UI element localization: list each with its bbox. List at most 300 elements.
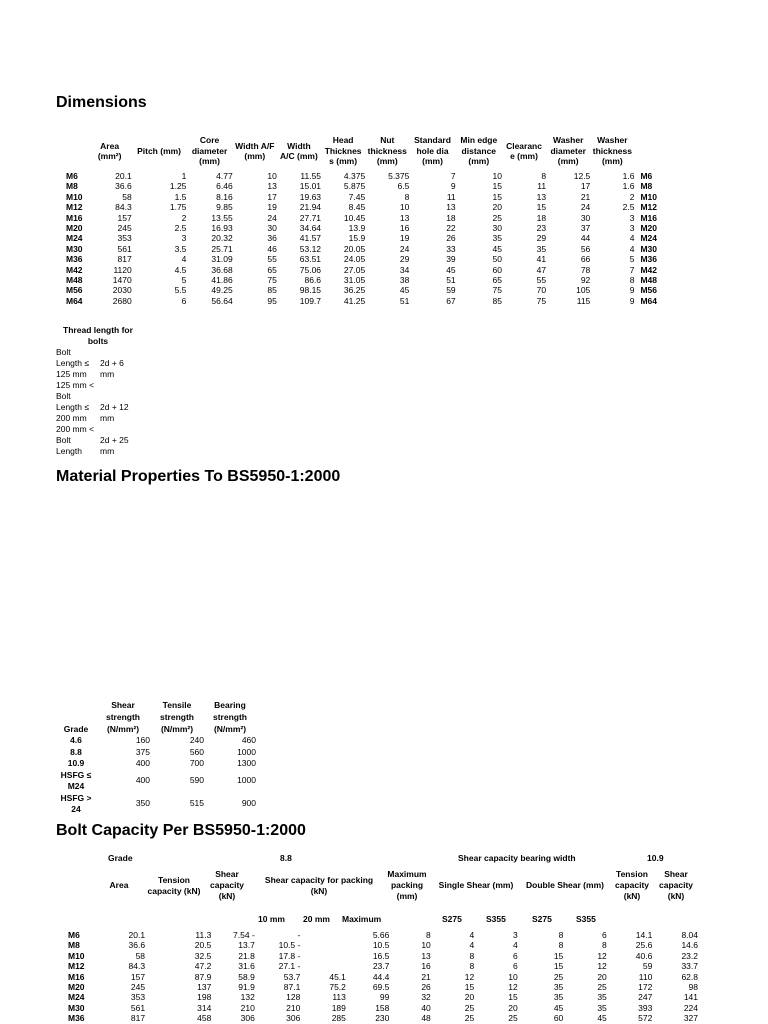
dim-cell: 11 bbox=[537, 181, 547, 192]
cap-cell: 87.1 bbox=[283, 982, 301, 993]
cap-cell: 4 bbox=[469, 930, 475, 940]
cap-cell: 84.3 bbox=[128, 961, 146, 972]
dim-cell: 4.5 bbox=[174, 264, 187, 275]
cap-cell: 8 bbox=[558, 930, 564, 940]
mat-row bbox=[56, 747, 256, 759]
dim-cell: 2.5 bbox=[174, 223, 187, 234]
dim-cell: 22 bbox=[446, 223, 456, 234]
dim-cell: 12.5 bbox=[573, 171, 591, 181]
dim-cell: 13 bbox=[267, 181, 277, 192]
dim-cell: 4 bbox=[629, 243, 635, 254]
bolt-size-label: M64 bbox=[640, 295, 657, 306]
cap-row bbox=[56, 982, 698, 992]
dimensions-table bbox=[56, 131, 664, 306]
dim-cell: 15 bbox=[492, 181, 502, 192]
dim-cell: 38 bbox=[399, 275, 410, 286]
dim-cell: 29 bbox=[399, 254, 410, 265]
cap-cell: 45 bbox=[597, 1013, 607, 1024]
dim-cell: 5.875 bbox=[343, 181, 366, 192]
dim-cell: 51 bbox=[446, 275, 456, 286]
bolt-size-label: M36 bbox=[68, 1013, 85, 1024]
cap-grade-88: 8.8 bbox=[280, 853, 292, 863]
dim-cell: 109.7 bbox=[299, 295, 322, 306]
dim-cell: 35 bbox=[492, 233, 502, 244]
cap-cell: 23.7 bbox=[372, 961, 390, 972]
dim-cell: 55 bbox=[267, 254, 277, 265]
cap-cell: 11.3 bbox=[195, 930, 212, 940]
dim-cell: 3.5 bbox=[174, 243, 187, 254]
cap-h-shear109: Shear capacity (kN) bbox=[658, 869, 694, 901]
cap-cell: 35 bbox=[597, 992, 607, 1003]
dim-row bbox=[56, 265, 664, 275]
cap-cell: 25 bbox=[553, 971, 564, 982]
dim-cell: 33 bbox=[446, 243, 456, 254]
dim-cell: 21 bbox=[580, 191, 591, 202]
dim-cell: 45 bbox=[446, 264, 456, 275]
dim-cell: 13.9 bbox=[348, 223, 366, 234]
cap-cell: 458 bbox=[197, 1013, 212, 1024]
thread-line bbox=[56, 413, 129, 424]
cap-cell: 20.1 bbox=[128, 930, 146, 940]
cap-cell: 12 bbox=[597, 961, 607, 972]
cap-cell: 32 bbox=[421, 992, 431, 1003]
dim-row bbox=[56, 285, 664, 295]
grade-label: 4.6 bbox=[70, 735, 82, 745]
cap-cell: 7.54 - bbox=[233, 930, 255, 940]
dim-cell: 15.9 bbox=[348, 233, 366, 244]
dim-cell: 75.06 bbox=[299, 264, 322, 275]
cap-cell: 5.66 bbox=[372, 930, 390, 940]
dim-cell: 47 bbox=[536, 264, 547, 275]
dim-cell: 45 bbox=[399, 285, 410, 296]
dim-cell: 78 bbox=[580, 264, 591, 275]
dim-cell: 8.45 bbox=[348, 202, 366, 213]
dim-cell: 46 bbox=[267, 243, 277, 254]
dim-cell: 17 bbox=[267, 191, 277, 202]
mat-cell: 240 bbox=[189, 735, 204, 745]
cap-cell: 4 bbox=[469, 940, 475, 951]
cap-cell: 6 bbox=[513, 961, 518, 972]
dim-cell: 115 bbox=[576, 295, 591, 306]
dim-header-cell: Washer thickness (mm) bbox=[592, 135, 632, 167]
cap-sub-20mm: 20 mm bbox=[303, 914, 330, 924]
dim-cell: 26 bbox=[446, 233, 456, 244]
mat-cell: 375 bbox=[135, 746, 150, 757]
cap-cell: 59 bbox=[642, 961, 653, 972]
cap-cell: 33.7 bbox=[681, 961, 698, 972]
dim-cell: 5.375 bbox=[388, 171, 410, 181]
dim-cell: 50 bbox=[492, 254, 502, 265]
dim-cell: 5 bbox=[629, 254, 635, 265]
bolt-size-label: M20 bbox=[640, 223, 657, 234]
thread-line-label: 125 mm bbox=[56, 369, 87, 379]
cap-sub-10mm: 10 mm bbox=[258, 914, 285, 924]
grade-label: HSFG > 24 bbox=[60, 792, 92, 814]
cap-cell: 99 bbox=[379, 992, 390, 1003]
cap-cell: 247 bbox=[638, 992, 653, 1003]
mat-cell: 350 bbox=[135, 798, 150, 809]
bolt-size-label: M6 bbox=[66, 171, 78, 181]
mat-row bbox=[56, 770, 256, 793]
bolt-size-label: M12 bbox=[68, 961, 85, 972]
dim-cell: 35 bbox=[536, 243, 547, 254]
bolt-size-label: M48 bbox=[640, 275, 657, 286]
dim-cell: 53.12 bbox=[299, 243, 322, 254]
cap-row bbox=[56, 940, 698, 950]
cap-sub-s275-double: S275 bbox=[532, 914, 552, 924]
dim-cell: 5 bbox=[181, 275, 187, 286]
cap-cell: 12 bbox=[508, 982, 518, 993]
cap-cell: 110 bbox=[638, 971, 653, 982]
dim-row bbox=[56, 192, 664, 202]
bolt-size-label: M56 bbox=[66, 285, 83, 296]
mat-header-cell: Shear strength (N/mm²) bbox=[106, 700, 140, 734]
dim-cell: 95 bbox=[267, 295, 277, 306]
cap-cell: 25 bbox=[597, 982, 607, 993]
cap-row bbox=[56, 1013, 698, 1023]
dim-cell: 1470 bbox=[112, 275, 132, 286]
cap-cell: 25 bbox=[464, 1002, 475, 1013]
mat-header-cell: Tensile strength (N/mm²) bbox=[160, 700, 194, 734]
dim-cell: 10 bbox=[492, 171, 502, 181]
cap-cell: 230 bbox=[375, 1013, 390, 1024]
cap-cell: 47.2 bbox=[194, 961, 212, 972]
mat-cell: 560 bbox=[189, 746, 204, 757]
dim-cell: 44 bbox=[580, 233, 591, 244]
thread-line-value: 2d + 6 bbox=[100, 358, 124, 368]
cap-cell: 158 bbox=[375, 1002, 390, 1013]
cap-sub-s275-single: S275 bbox=[442, 914, 462, 924]
dim-cell: 39 bbox=[446, 254, 456, 265]
dim-cell: 2 bbox=[629, 191, 635, 202]
dim-row bbox=[56, 223, 664, 233]
cap-cell: 15 bbox=[553, 961, 564, 972]
dim-cell: 36.6 bbox=[115, 181, 132, 192]
bolt-size-label: M10 bbox=[68, 950, 85, 961]
dim-cell: 8.16 bbox=[216, 191, 233, 202]
dim-row bbox=[56, 244, 664, 254]
dim-cell: 75 bbox=[492, 285, 502, 296]
cap-cell: 75.2 bbox=[329, 982, 346, 993]
thread-length-title: Thread length for bolts bbox=[63, 325, 133, 346]
cap-cell: 20.5 bbox=[194, 940, 212, 951]
dim-cell: 157 bbox=[117, 212, 132, 223]
dim-cell: 92 bbox=[580, 275, 591, 286]
dim-cell: 9 bbox=[450, 181, 456, 192]
dim-cell: 2030 bbox=[112, 285, 132, 296]
dim-cell: 13 bbox=[446, 202, 456, 213]
dim-cell: 1 bbox=[181, 171, 187, 181]
dim-cell: 34.64 bbox=[299, 223, 322, 234]
thread-line-label: Bolt bbox=[56, 347, 71, 357]
thread-line-value: mm bbox=[100, 413, 115, 423]
bolt-size-label: M36 bbox=[66, 254, 83, 265]
cap-cell: 10.5 bbox=[372, 940, 390, 951]
mat-cell: 460 bbox=[241, 735, 256, 745]
bolt-size-label: M8 bbox=[66, 181, 78, 192]
dim-header-cell: Core diameter (mm) bbox=[191, 135, 228, 167]
cap-sub-s355-double: S355 bbox=[576, 914, 596, 924]
dim-cell: 245 bbox=[117, 223, 132, 234]
cap-cell: 91.9 bbox=[238, 982, 255, 993]
dim-cell: 29 bbox=[536, 233, 547, 244]
thread-line-label: 200 mm < bbox=[56, 424, 95, 434]
material-table bbox=[56, 699, 256, 816]
cap-h-double: Double Shear (mm) bbox=[526, 880, 604, 890]
cap-cell bbox=[300, 930, 346, 940]
bolt-size-label: M6 bbox=[68, 930, 80, 940]
thread-line-label: Bolt bbox=[56, 391, 71, 401]
cap-cell: 8 bbox=[602, 940, 607, 951]
cap-cell: 12 bbox=[597, 950, 607, 961]
dim-header-cell: Pitch (mm) bbox=[137, 145, 182, 156]
dim-cell: 2680 bbox=[112, 295, 132, 306]
dim-cell: 21.94 bbox=[299, 202, 322, 213]
bolt-size-label: M30 bbox=[640, 243, 657, 254]
mat-cell: 400 bbox=[135, 758, 150, 768]
dim-header-cell: Width A/F (mm) bbox=[235, 140, 275, 161]
bolt-size-label: M12 bbox=[66, 202, 83, 213]
cap-cell: 393 bbox=[638, 1002, 653, 1013]
cap-cell: 21.8 bbox=[238, 950, 255, 961]
dim-cell: 63.51 bbox=[299, 254, 322, 265]
cap-bearing-title: Shear capacity bearing width bbox=[458, 853, 576, 863]
capacity-heading: Bolt Capacity Per BS5950-1:2000 bbox=[56, 822, 306, 839]
cap-cell: 132 bbox=[240, 992, 255, 1003]
mat-cell: 515 bbox=[189, 798, 204, 809]
dim-row bbox=[56, 275, 664, 285]
dim-cell: 31.09 bbox=[211, 254, 233, 265]
dim-cell: 41.86 bbox=[211, 275, 233, 286]
mat-header-cell: Grade bbox=[63, 724, 89, 734]
mat-row bbox=[56, 735, 256, 747]
cap-cell: 15 bbox=[553, 950, 564, 961]
cap-cell: 572 bbox=[638, 1013, 653, 1024]
cap-cell: 44.4 bbox=[372, 971, 390, 982]
cap-cell: 6 bbox=[602, 930, 607, 940]
cap-cell: 189 bbox=[331, 1002, 346, 1013]
cap-cell: 3 bbox=[513, 930, 518, 940]
dim-cell: 2 bbox=[181, 212, 187, 223]
cap-cell: 40 bbox=[421, 1002, 431, 1013]
cap-cell: 48 bbox=[421, 1013, 431, 1024]
cap-cell: 25 bbox=[508, 1013, 518, 1024]
cap-cell: 6 bbox=[513, 950, 518, 961]
mat-cell: 1000 bbox=[237, 746, 256, 757]
mat-cell: 400 bbox=[135, 775, 150, 786]
dim-cell: 1.6 bbox=[622, 181, 635, 192]
cap-cell: 12 bbox=[464, 971, 475, 982]
bolt-size-label: M8 bbox=[68, 940, 80, 951]
cap-cell: 17.8 - bbox=[278, 950, 301, 961]
cap-cell: 198 bbox=[197, 992, 212, 1003]
bolt-size-label: M12 bbox=[640, 202, 657, 213]
cap-cell bbox=[300, 951, 346, 961]
dim-cell: 15 bbox=[492, 191, 502, 202]
bolt-size-label: M24 bbox=[640, 233, 657, 244]
cap-cell: 62.8 bbox=[681, 971, 698, 982]
mat-cell: 160 bbox=[135, 735, 150, 745]
mat-cell: 590 bbox=[189, 775, 204, 786]
thread-length-notes bbox=[56, 347, 129, 457]
dim-cell: 41.57 bbox=[299, 233, 322, 244]
cap-cell: 53.7 bbox=[283, 971, 301, 982]
cap-cell: 16.5 bbox=[372, 950, 390, 961]
dim-row bbox=[56, 254, 664, 264]
dim-cell: 11 bbox=[446, 191, 456, 202]
cap-cell: 35 bbox=[553, 992, 564, 1003]
cap-cell: 10.5 - bbox=[278, 940, 301, 951]
cap-cell: 306 bbox=[240, 1013, 255, 1024]
dim-cell: 55 bbox=[536, 275, 547, 286]
dim-cell: 6.46 bbox=[216, 181, 233, 192]
grade-label: 8.8 bbox=[70, 746, 82, 757]
dim-cell: 13 bbox=[536, 191, 547, 202]
dim-row bbox=[56, 233, 664, 243]
thread-line bbox=[56, 391, 129, 402]
cap-cell: 15 bbox=[508, 992, 518, 1003]
cap-cell: 35 bbox=[597, 1002, 607, 1013]
thread-line-label: Length bbox=[56, 446, 82, 456]
cap-h-shear: Shear capacity (kN) bbox=[209, 869, 245, 901]
bolt-size-label: M24 bbox=[66, 233, 83, 244]
cap-cell: 16 bbox=[421, 961, 431, 972]
cap-cell: 98 bbox=[688, 982, 698, 993]
dim-cell: 5.5 bbox=[174, 285, 187, 296]
dim-cell: 6.5 bbox=[397, 181, 410, 192]
dim-cell: 3 bbox=[629, 212, 635, 223]
dim-cell: 8 bbox=[541, 171, 547, 181]
thread-line-label: Length ≤ bbox=[56, 402, 90, 412]
dim-row bbox=[56, 171, 664, 181]
cap-cell: 14.6 bbox=[681, 940, 698, 951]
thread-line bbox=[56, 347, 129, 358]
cap-row bbox=[56, 1003, 698, 1013]
dim-cell: 24 bbox=[267, 212, 277, 223]
dim-cell: 20.32 bbox=[211, 233, 233, 244]
cap-cell: 327 bbox=[683, 1013, 698, 1024]
cap-sub-maximum: Maximum bbox=[342, 914, 382, 924]
dim-cell: 1.75 bbox=[169, 202, 187, 213]
cap-cell: 141 bbox=[683, 992, 698, 1003]
dim-cell: 2.5 bbox=[622, 202, 635, 213]
cap-cell: 58.9 bbox=[238, 971, 255, 982]
cap-cell: 224 bbox=[683, 1002, 698, 1013]
bolt-size-label: M48 bbox=[66, 275, 83, 286]
dim-cell: 6 bbox=[181, 295, 187, 306]
dim-cell: 65 bbox=[267, 264, 277, 275]
bolt-size-label: M20 bbox=[66, 223, 83, 234]
cap-cell: 21 bbox=[421, 971, 431, 982]
dim-cell: 19 bbox=[267, 202, 277, 213]
cap-cell: 32.5 bbox=[194, 950, 212, 961]
dim-cell: 19 bbox=[399, 233, 410, 244]
dim-cell: 85 bbox=[267, 285, 277, 296]
dim-cell: 13 bbox=[399, 212, 410, 223]
dim-cell: 561 bbox=[117, 243, 132, 254]
mat-cell: 700 bbox=[189, 758, 204, 768]
cap-cell: 817 bbox=[130, 1013, 146, 1024]
cap-cell: 8.04 bbox=[681, 930, 698, 940]
dim-cell: 49.25 bbox=[211, 285, 233, 296]
cap-cell: 25 bbox=[464, 1013, 475, 1024]
cap-cell: 314 bbox=[197, 1002, 212, 1013]
thread-line-label: Length ≤ bbox=[56, 358, 90, 368]
dim-cell: 36.25 bbox=[343, 285, 366, 296]
dim-header-cell: Area (mm²) bbox=[97, 140, 122, 161]
dim-cell: 18 bbox=[446, 212, 456, 223]
dim-cell: 7 bbox=[629, 264, 635, 275]
cap-cell: 157 bbox=[130, 971, 146, 982]
cap-cell: 13 bbox=[421, 950, 431, 961]
dim-row bbox=[56, 181, 664, 191]
dim-cell: 13.55 bbox=[211, 212, 233, 223]
cap-h-packing: Shear capacity for packing (kN) bbox=[264, 875, 374, 896]
cap-row bbox=[56, 951, 698, 961]
bolt-size-label: M56 bbox=[640, 285, 657, 296]
grade-label: 10.9 bbox=[67, 758, 85, 768]
bolt-size-label: M10 bbox=[66, 191, 83, 202]
dim-cell: 8 bbox=[629, 275, 635, 286]
bolt-size-label: M64 bbox=[66, 295, 83, 306]
cap-cell: 285 bbox=[331, 1013, 346, 1024]
dim-row bbox=[56, 202, 664, 212]
cap-cell: 14.1 bbox=[635, 930, 653, 940]
dim-header-cell bbox=[634, 131, 664, 171]
cap-cell: 45 bbox=[553, 1002, 564, 1013]
dim-cell: 18 bbox=[536, 212, 547, 223]
dim-cell: 41 bbox=[536, 254, 547, 265]
dim-cell: 1.5 bbox=[174, 191, 187, 202]
cap-cell bbox=[300, 940, 346, 950]
dim-cell: 24.05 bbox=[343, 254, 366, 265]
cap-cell: 172 bbox=[638, 982, 653, 993]
cap-cell: 23.2 bbox=[681, 950, 698, 961]
mat-cell: 1300 bbox=[237, 758, 256, 768]
cap-cell: 15 bbox=[464, 982, 475, 993]
dim-cell: 16 bbox=[399, 223, 410, 234]
dim-cell: 10.45 bbox=[343, 212, 366, 223]
dim-cell: 16.93 bbox=[211, 223, 233, 234]
cap-cell: 4 bbox=[513, 940, 518, 951]
dim-cell: 67 bbox=[446, 295, 456, 306]
dim-cell: 4 bbox=[629, 233, 635, 244]
cap-cell: 20 bbox=[464, 992, 475, 1003]
cap-cell: 245 bbox=[130, 982, 146, 993]
cap-cell: 25.6 bbox=[635, 940, 653, 951]
dim-cell: 30 bbox=[267, 223, 277, 234]
cap-cell: 69.5 bbox=[372, 982, 390, 993]
dim-cell: 85 bbox=[492, 295, 502, 306]
cap-cell: 58 bbox=[135, 950, 146, 961]
cap-cell: 87.9 bbox=[194, 971, 212, 982]
cap-h-single: Single Shear (mm) bbox=[438, 880, 514, 890]
cap-cell: 561 bbox=[130, 1002, 146, 1013]
bolt-size-label: M42 bbox=[640, 264, 657, 275]
dim-cell: 105 bbox=[576, 285, 591, 296]
cap-cell: 128 bbox=[286, 992, 301, 1003]
bolt-size-label: M10 bbox=[640, 191, 657, 202]
mat-row bbox=[56, 793, 256, 816]
cap-cell: 13.7 bbox=[238, 940, 255, 951]
cap-row bbox=[56, 930, 698, 940]
dim-cell: 65 bbox=[492, 275, 502, 286]
thread-line-value: mm bbox=[100, 369, 115, 379]
thread-line-value: 2d + 25 bbox=[100, 435, 129, 445]
cap-cell: 8 bbox=[426, 930, 431, 940]
cap-cell bbox=[300, 961, 346, 971]
dim-cell: 4 bbox=[181, 254, 187, 265]
